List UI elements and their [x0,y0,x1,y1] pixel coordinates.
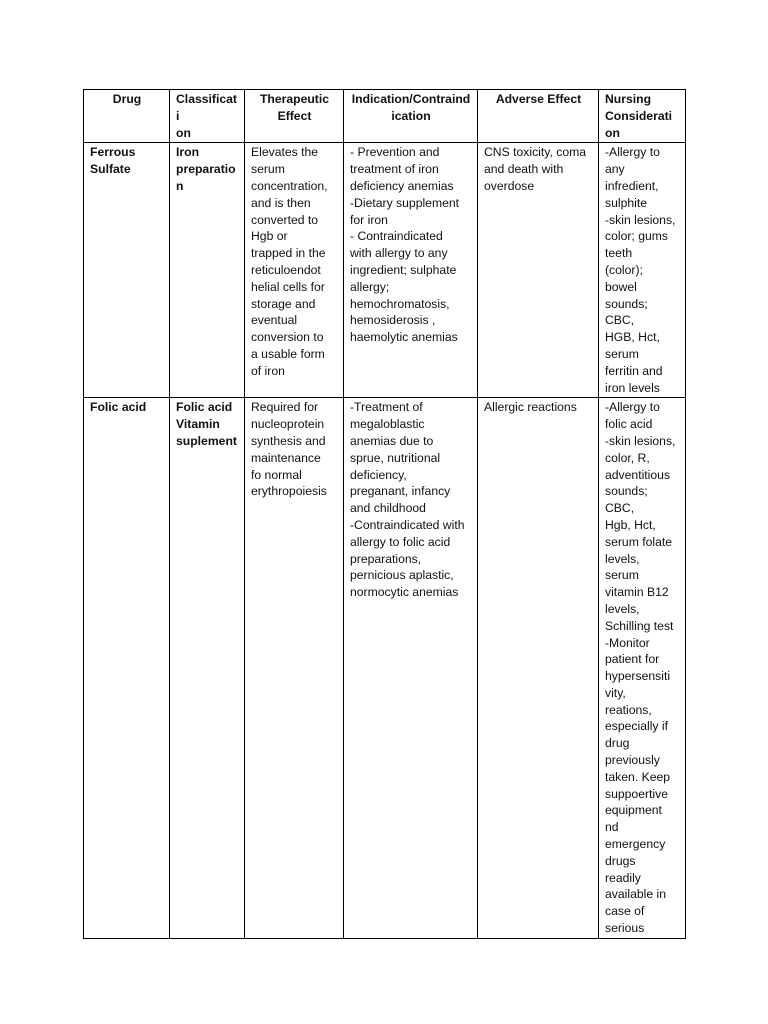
cell-therapeutic-effect: Elevates the serum concentration, and is then converted to Hgb or trapped in the reticuloendot helial cells for storage and eventual conversion to a usable form of iron [245,143,344,398]
header-therapeutic-effect: Therapeutic Effect [245,90,344,143]
header-drug: Drug [84,90,170,143]
header-indication-contraindication: Indication/Contraind ication [344,90,478,143]
cell-therapeutic-effect: Required for nucleoprotein synthesis and maintenance fo normal erythropoiesis [245,398,344,939]
header-adverse-effect: Adverse Effect [478,90,599,143]
table-header-row [84,90,686,143]
cell-drug: Folic acid [84,398,170,939]
table-row-folic-acid [84,398,686,939]
header-classification: Classificati on [170,90,245,143]
cell-adverse-effect: Allergic reactions [478,398,599,939]
cell-indication: -Treatment of megaloblastic anemias due to sprue, nutritional deficiency, preganant, infancy and childhood -Contraindicated with allergy to folic acid preparations, pernicious aplastic, normocytic anemias [344,398,478,939]
cell-classification: Iron preparatio n [170,143,245,398]
table-row-ferrous-sulfate [84,143,686,398]
cell-classification: Folic acid Vitamin suplement [170,398,245,939]
cell-indication: - Prevention and treatment of iron deficiency anemias -Dietary supplement for iron - Contraindicated with allergy to any ingredient; sulphate allergy; hemochromatosis, hemosiderosis , haemolytic anemias [344,143,478,398]
cell-adverse-effect: CNS toxicity, coma and death with overdose [478,143,599,398]
header-nursing-consideration: Nursing Considerati on [599,90,686,143]
cell-nursing: -Allergy to folic acid -skin lesions, color, R, adventitious sounds; CBC, Hgb, Hct, serum folate levels, serum vitamin B12 levels, Schilling test -Monitor patient for hypersensiti vity, reations, especially if drug previously taken. Keep suppoertive equipment nd emergency drugs readily available in case of serious [599,398,686,939]
drug-table [83,89,686,939]
cell-drug: Ferrous Sulfate [84,143,170,398]
cell-nursing: -Allergy to any infredient, sulphite -skin lesions, color; gums teeth (color); bowel sounds; CBC, HGB, Hct, serum ferritin and iron levels [599,143,686,398]
